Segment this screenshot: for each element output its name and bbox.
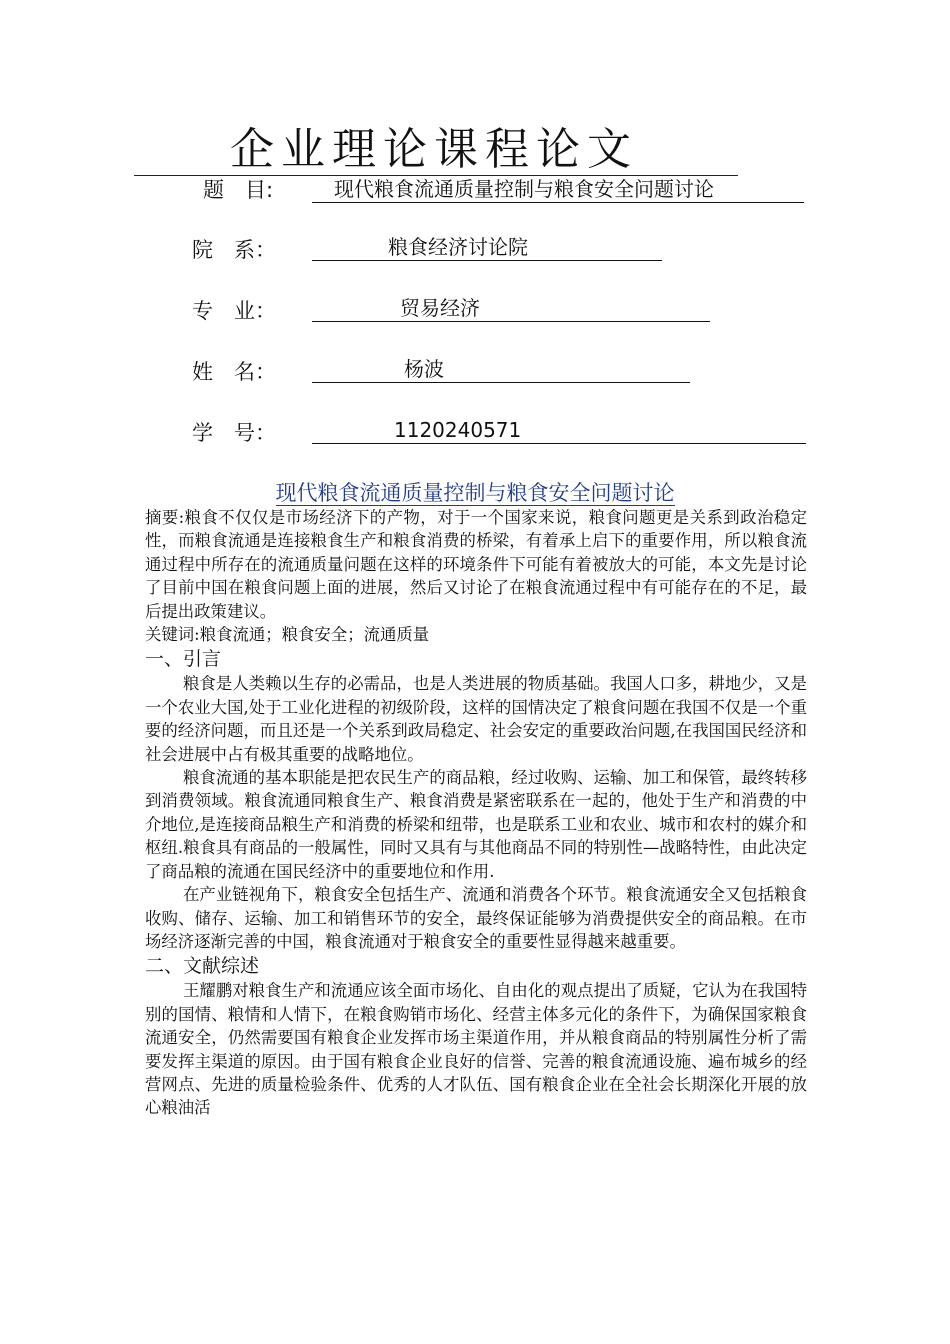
field-value-name: 杨波: [312, 356, 690, 383]
document-main-title: 企业理论课程论文: [230, 124, 638, 175]
body-paragraph: 粮食是人类赖以生存的必需品，也是人类进展的物质基础。我国人口多，耕地少，又是一个农业大国,处于工业化进程的初级阶段，这样的国情决定了粮食问题在我国不仅是一个重要的经济问题，而且还是一个关系到政局稳定、社会安定的重要政治问题,在我国国民经济和社会进展中占有极其重要的战略地位。: [145, 674, 807, 764]
paper-body: [145, 506, 807, 1120]
field-label-topic: 题 目:: [203, 178, 274, 202]
field-label-department: 院 系：: [192, 238, 276, 262]
paper-title: [0, 478, 950, 508]
body-paragraph: 王耀鹏对粮食生产和流通应该全面市场化、自由化的观点提出了质疑，它认为在我国特别的国情、粮情和人情下，在粮食购销市场化、经营主体多元化的条件下，为确保国家粮食流通安全，仍然需要国有粮食企业发挥市场主渠道作用，并从粮食商品的特别属性分析了需要发挥主渠道的原因。由于国有粮食企业良好的信誉、完善的粮食流通设施、遍布城乡的经营网点、先进的质量检验条件、优秀的人才队伍、国有粮食企业在全社会长期深化开展的放心粮油活: [145, 981, 807, 1118]
section-heading-literature-review: 二、文献综述: [145, 955, 260, 978]
keywords-label: 关键词: [145, 625, 195, 645]
abstract-paragraph: [145, 506, 807, 623]
keywords-paragraph: [145, 623, 807, 646]
paper-title-text: 现代粮食流通质量控制与粮食安全问题讨论: [275, 481, 675, 505]
abstract-label: 摘要: [145, 508, 179, 527]
field-value-department: 粮食经济讨论院: [312, 234, 662, 261]
keywords-text: :粮食流通；粮食安全；流通质量: [194, 625, 430, 645]
field-value-major: 贸易经济: [312, 295, 710, 322]
field-value-topic: 现代粮食流通质量控制与粮食安全问题讨论: [312, 176, 804, 203]
field-value-student-id: 1120240571: [312, 417, 806, 444]
section-heading-introduction: 一、引言: [145, 648, 222, 671]
field-label-major: 专 业：: [192, 299, 276, 323]
field-label-name: 姓 名：: [192, 360, 276, 384]
field-label-student-id: 学 号：: [192, 421, 276, 445]
body-paragraph: 粮食流通的基本职能是把农民生产的商品粮，经过收购、运输、加工和保管，最终转移到消费领域。粮食流通同粮食生产、粮食消费是紧密联系在一起的，他处于生产和消费的中介地位,是连接商品粮生产和消费的桥梁和纽带，也是联系工业和农业、城市和农村的媒介和枢纽.粮食具有商品的一般属性，同时又具有与其他商品不同的特别性—战略特性，由此决定了商品粮的流通在国民经济中的重要地位和作用.: [145, 768, 807, 881]
abstract-text: :粮食不仅仅是市场经济下的产物，对于一个国家来说，粮食问题更是关系到政治稳定性，而粮食流通是连接粮食生产和粮食消费的桥梁，有着承上启下的重要作用，所以粮食流通过程中所存在的流通质量问题在这样的环境条件下可能有着被放大的可能，本文先是讨论了目前中国在粮食问题上面的进展，然后又讨论了在粮食流通过程中有可能存在的不足，最后提出政策建议。: [145, 508, 807, 621]
body-paragraph: 在产业链视角下，粮食安全包括生产、流通和消费各个环节。粮食流通安全又包括粮食收购、储存、运输、加工和销售环节的安全，最终保证能够为消费提供安全的商品粮。在市场经济逐渐完善的中国，粮食流通对于粮食安全的重要性显得越来越重要。: [145, 885, 807, 951]
